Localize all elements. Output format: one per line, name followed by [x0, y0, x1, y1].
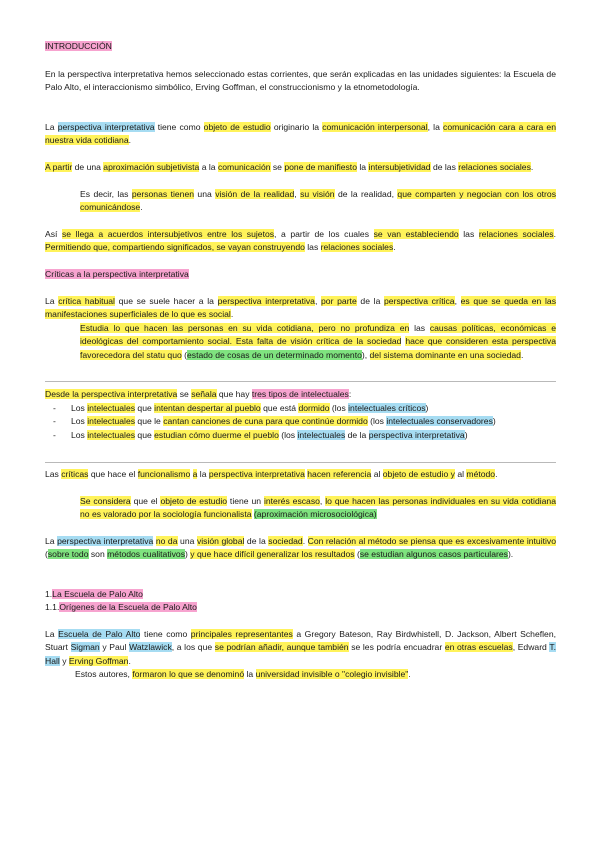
- paragraph-aproximacion: A partir de una aproximación subjetivista a la comunicación se pone de manifiesto la intersubjetividad de las relaciones sociales.: [45, 162, 534, 172]
- list-item: - Los intelectuales que intentan despertar al pueblo que está dormido (los intelectuales críticos): [53, 403, 429, 413]
- list-item: - Los intelectuales que le cantan canciones de cuna para que continúe dormido (los intelectuales conservadores): [53, 416, 496, 427]
- paragraph-objeto-estudio: La perspectiva interpretativa tiene como objeto de estudio originario la comunicación interpersonal, la comunicación cara a cara en nuestra vida cotidiana.: [45, 122, 556, 146]
- paragraph-vision-realidad: Es decir, las personas tienen una visión de la realidad, su visión de la realidad, que comparten y negocian con los otros comunicándose.: [80, 189, 556, 213]
- paragraph-statu-quo: Estudia lo que hacen las personas en su vida cotidiana, pero no profundiza en las causas políticas, económicas e ideológicas del comportamiento social. Esta falta de visión crítica de la sociedad hace que consideren esta perspectiva favorecedora del statu quo (estado de cosas de un determinado momento), del sistema dominante en una sociedad.: [80, 323, 556, 360]
- paragraph-colegio-invisible: Estos autores, formaron lo que se denominó la universidad invisible o "colegio invisible".: [75, 669, 411, 679]
- paragraph-criticas-funcionalismo: Las críticas que hace el funcionalismo a la perspectiva interpretativa hacen referencia al objeto de estudio y al método.: [45, 469, 498, 479]
- heading-escuela-palo-alto: 1.La Escuela de Palo Alto: [45, 589, 143, 599]
- divider: [45, 462, 556, 463]
- section-title: INTRODUCCIÓN: [45, 41, 112, 51]
- paragraph-tipos-intelectuales: Desde la perspectiva interpretativa se señala que hay tres tipos de intelectuales:: [45, 389, 352, 399]
- list-item: - Los intelectuales que estudian cómo duerme el pueblo (los intelectuales de la perspectiva interpretativa): [53, 429, 468, 440]
- heading-origenes: 1.1.Orígenes de la Escuela de Palo Alto: [45, 602, 197, 612]
- divider: [45, 381, 556, 382]
- paragraph-acuerdos: Así se llega a acuerdos intersubjetivos entre los sujetos, a partir de los cuales se van estableciendo las relaciones sociales. Permitiendo que, compartiendo significados, se vayan construyendo las relaciones sociales.: [45, 229, 556, 253]
- heading-criticas: Críticas a la perspectiva interpretativa: [45, 269, 189, 279]
- paragraph-representantes: La Escuela de Palo Alto tiene como principales representantes a Gregory Bateson, Ray Birdwhistell, D. Jackson, Albert Scheflen, Stuart Sigman y Paul Watzlawick, a los que se podrían añadir, aunque también se les podría encuadrar en otras escuelas, Edward T. Hall y Erving Goffman.: [45, 629, 557, 666]
- paragraph-interes-escaso: Se considera que el objeto de estudio tiene un interés escaso, lo que hacen las personas individuales en su vida cotidiana no es valorado por la sociología funcionalista (aproximación microsociológica): [80, 496, 556, 520]
- intellectuals-list: [45, 402, 556, 442]
- intro-paragraph: En la perspectiva interpretativa hemos seleccionado estas corrientes, que serán explicadas en las unidades siguientes: la Escuela de Palo Alto, el interaccionismo simbólico, Erving Goffman, el construccionismo y la etnometodología.: [45, 69, 556, 93]
- paragraph-critica-habitual: La crítica habitual que se suele hacer a la perspectiva interpretativa, por parte de la perspectiva crítica, es que se queda en las manifestaciones superficiales de lo que es social.: [45, 296, 556, 320]
- paragraph-metodo: La perspectiva interpretativa no da una visión global de la sociedad. Con relación al método se piensa que es excesivamente intuitivo (sobre todo son métodos cualitativos) y que hace difícil generalizar los resultados (se estudian algunos casos particulares).: [45, 536, 556, 560]
